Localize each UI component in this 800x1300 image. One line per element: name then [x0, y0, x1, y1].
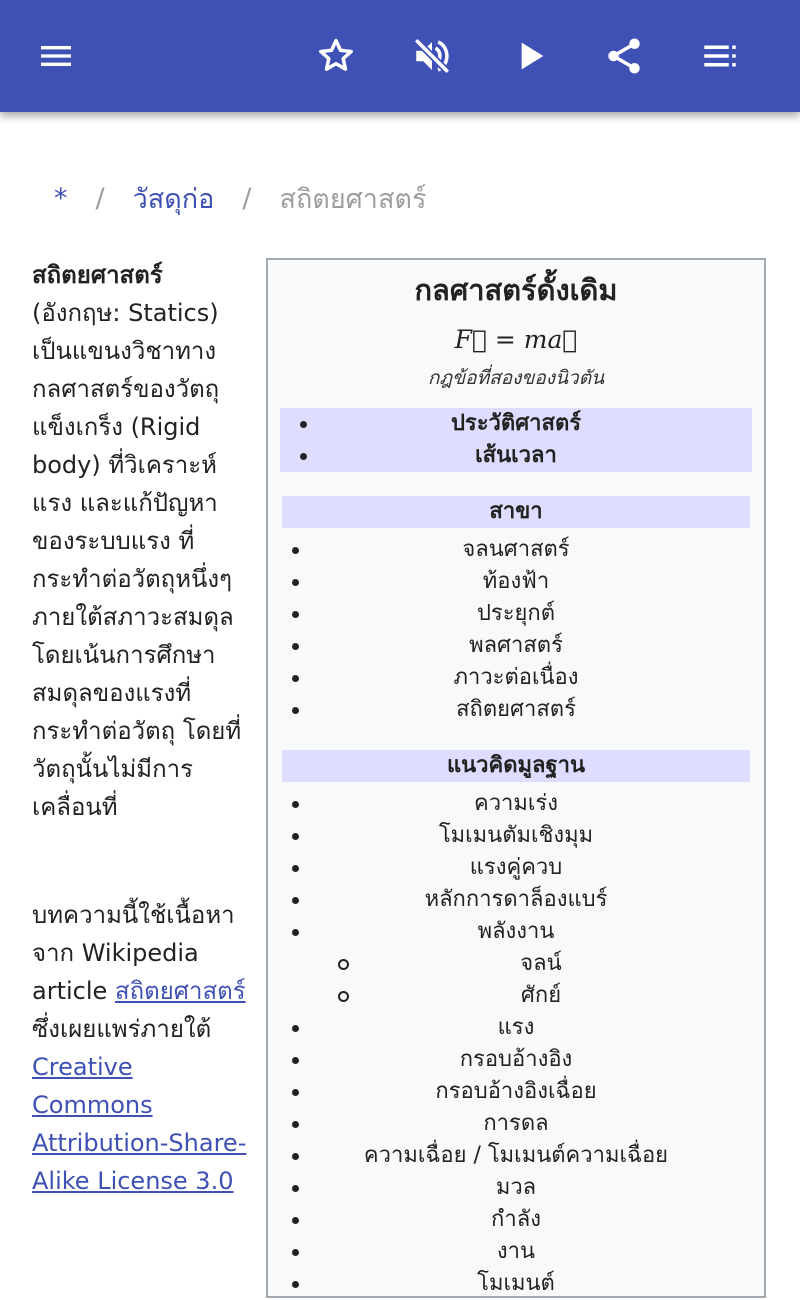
play-icon — [510, 36, 550, 76]
branch-link[interactable]: ภาวะต่อเนื่อง — [453, 665, 579, 690]
list-item[interactable] — [268, 534, 764, 566]
bullet-icon — [292, 897, 299, 904]
list-item[interactable] — [268, 1012, 764, 1044]
lead-text: (อังกฤษ: Statics) เป็นแขนงวิชาทางกลศาสตร์ของวัตถุแข็งเกร็ง (Rigid body) ที่วิเคราะห์แรง และแก้ปัญหาของระบบแรง ที่กระทำต่อวัตถุหนึ่งๆ ภายใต้สภาวะสมดุล โดยเน้นการศึกษาสมดุลของแรงที่กระทำต่อวัตถุ โดยที่วัตถุนั้นไม่มีการเคลื่อนที่ — [32, 299, 242, 821]
branches-list — [268, 534, 764, 726]
concept-link[interactable]: จลน์ — [520, 951, 562, 976]
branch-link[interactable]: ประยุกต์ — [476, 601, 556, 626]
infobox-title: กลศาสตร์ดั้งเดิม — [414, 273, 618, 307]
concept-link[interactable]: กรอบอ้างอิง — [459, 1047, 573, 1072]
history-link[interactable]: ประวัติศาสตร์ — [450, 411, 582, 436]
play-button[interactable] — [506, 32, 554, 80]
branch-link[interactable]: สถิตยศาสตร์ — [456, 697, 576, 722]
concept-link[interactable]: กรอบอ้างอิงเฉื่อย — [435, 1079, 597, 1104]
concept-link[interactable]: แรงคู่ควบ — [469, 855, 563, 880]
favorite-button[interactable] — [312, 32, 360, 80]
list-item[interactable] — [268, 1076, 764, 1108]
bullet-icon — [292, 1185, 299, 1192]
list-icon — [699, 35, 741, 77]
concept-link[interactable]: ศักย์ — [520, 983, 562, 1008]
bullet-icon — [292, 1121, 299, 1128]
bullet-icon — [292, 1217, 299, 1224]
license-paragraph — [32, 896, 247, 1200]
concept-link[interactable]: ความเฉื่อย / โมเมนต์ความเฉื่อย — [363, 1143, 669, 1168]
share-button[interactable] — [600, 32, 648, 80]
history-box — [280, 408, 752, 472]
license-text-2: ซึ่งเผยแพร่ภายใต้ — [32, 1015, 212, 1043]
concept-link[interactable]: โมเมนต์ — [477, 1271, 555, 1296]
list-item[interactable] — [268, 1268, 764, 1300]
list-item[interactable] — [268, 1140, 764, 1172]
bullet-icon — [292, 833, 299, 840]
concept-link[interactable]: มวล — [495, 1175, 537, 1200]
list-item[interactable] — [268, 566, 764, 598]
concept-link[interactable]: โมเมนตัมเชิงมุม — [438, 823, 594, 848]
breadcrumb-separator: / — [95, 182, 105, 214]
list-item[interactable] — [280, 408, 752, 440]
concept-link[interactable]: กำลัง — [491, 1207, 541, 1232]
bullet-icon — [292, 579, 299, 586]
bullet-icon — [292, 1153, 299, 1160]
concept-link[interactable]: การดล — [483, 1111, 549, 1136]
app-bar — [0, 0, 800, 112]
breadcrumb — [54, 178, 426, 218]
branch-link[interactable]: พลศาสตร์ — [469, 633, 563, 658]
list-item[interactable] — [268, 662, 764, 694]
concept-link[interactable]: พลังงาน — [477, 919, 555, 944]
branch-link[interactable]: ท้องฟ้า — [482, 569, 550, 594]
menu-icon — [36, 36, 76, 76]
bullet-icon — [292, 707, 299, 714]
bullet-icon — [292, 675, 299, 682]
bullet-icon — [292, 865, 299, 872]
bullet-icon — [292, 1025, 299, 1032]
list-item[interactable] — [268, 694, 764, 726]
bullet-icon — [292, 1089, 299, 1096]
concept-link[interactable]: แรง — [497, 1015, 535, 1040]
branch-link[interactable]: จลนศาสตร์ — [462, 537, 570, 562]
infobox-formula: F⃗ = ma⃗ — [454, 325, 578, 354]
breadcrumb-root[interactable]: * — [54, 182, 68, 214]
list-item[interactable] — [268, 630, 764, 662]
bullet-icon — [292, 801, 299, 808]
bullet-icon — [338, 959, 349, 970]
lead-term: สถิตยศาสตร์ — [32, 261, 163, 289]
breadcrumb-parent[interactable]: วัสดุก่อ — [132, 183, 215, 215]
bullet-icon — [292, 1057, 299, 1064]
list-item[interactable] — [268, 884, 764, 916]
bullet-icon — [292, 611, 299, 618]
bullet-icon — [292, 1249, 299, 1256]
infobox-caption: กฎข้อที่สองของนิวตัน — [427, 367, 605, 389]
menu-button[interactable] — [32, 32, 80, 80]
list-item[interactable] — [268, 788, 764, 820]
concepts-header: แนวคิดมูลฐาน — [282, 750, 750, 782]
contents-button[interactable] — [696, 32, 744, 80]
bullet-icon — [292, 547, 299, 554]
list-item[interactable] — [280, 440, 752, 472]
branches-header: สาขา — [282, 496, 750, 528]
star-icon — [315, 35, 357, 77]
license-link[interactable]: Creative Commons Attribution-Share-Alike License 3.0 — [32, 1053, 247, 1195]
concept-link[interactable]: ความเร่ง — [473, 791, 558, 816]
list-item[interactable] — [268, 1172, 764, 1204]
infobox — [266, 258, 766, 1298]
history-link[interactable]: เส้นเวลา — [475, 443, 557, 468]
breadcrumb-separator: / — [242, 182, 252, 214]
bullet-icon — [338, 991, 349, 1002]
concepts-list — [268, 788, 764, 1300]
list-item[interactable] — [268, 598, 764, 630]
share-icon — [603, 35, 645, 77]
license-text-1: บทความนี้ใช้เนื้อหาจาก Wikipedia article — [32, 901, 235, 1005]
volume-off-icon — [411, 35, 453, 77]
concept-link[interactable]: งาน — [496, 1239, 536, 1264]
bullet-icon — [292, 643, 299, 650]
lead-paragraph — [32, 256, 247, 826]
sub-list-item[interactable] — [268, 980, 764, 1012]
list-item[interactable] — [268, 852, 764, 884]
bullet-icon — [300, 453, 307, 460]
breadcrumb-current: สถิตยศาสตร์ — [279, 183, 427, 215]
mute-button[interactable] — [408, 32, 456, 80]
list-item[interactable] — [268, 820, 764, 852]
bullet-icon — [292, 1281, 299, 1288]
list-item[interactable] — [268, 1044, 764, 1076]
article-link[interactable]: สถิตยศาสตร์ — [114, 977, 246, 1005]
concept-link[interactable]: หลักการดาล็องแบร์ — [424, 887, 608, 912]
bullet-icon — [300, 421, 307, 428]
list-item[interactable] — [268, 1108, 764, 1140]
list-item[interactable] — [268, 1204, 764, 1236]
list-item[interactable] — [268, 1236, 764, 1268]
list-item[interactable] — [268, 916, 764, 948]
sub-list-item[interactable] — [268, 948, 764, 980]
bullet-icon — [292, 929, 299, 936]
